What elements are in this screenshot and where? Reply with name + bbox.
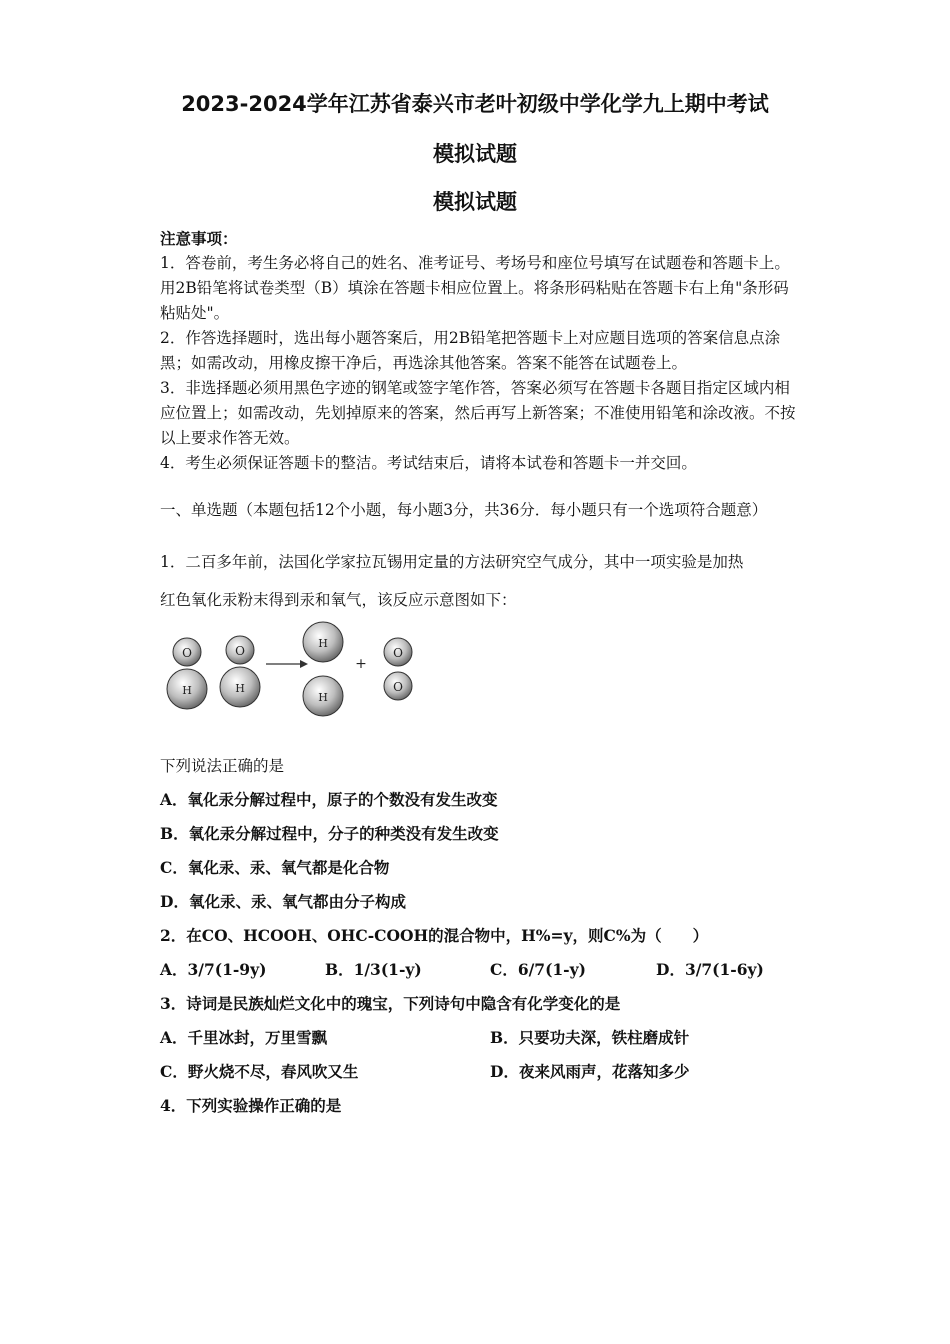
plus-sign: +: [355, 656, 367, 672]
hg-atom-label: H: [235, 682, 245, 695]
q1-stem-line1: 1．二百多年前，法国化学家拉瓦锡用定量的方法研究空气成分，其中一项实验是加热: [160, 553, 744, 571]
o-atom-label: O: [393, 646, 403, 660]
q3-option-a: A．千里冰封，万里雪飘: [160, 1028, 328, 1047]
notice-item-4: 4．考生必须保证答题卡的整洁。考试结束后，请将本试卷和答题卡一并交回。: [160, 454, 697, 472]
notice-block: [160, 226, 796, 476]
exam-title-line2: 模拟试题: [433, 142, 517, 166]
notice-item-2: 2．作答选择题时，选出每小题答案后，用2B铅笔把答题卡上对应题目选项的答案信息点涂黑；如需改动，用橡皮擦干净后，再选涂其他答案。答案不能答在试题卷上。: [160, 329, 781, 372]
q1-option-a: A．氧化汞分解过程中，原子的个数没有发生改变: [160, 790, 498, 809]
o2-molecule: [384, 638, 412, 700]
q1-prompt: 下列说法正确的是: [160, 757, 285, 775]
q3-stem: 3．诗词是民族灿烂文化中的瑰宝，下列诗句中隐含有化学变化的是: [160, 994, 621, 1013]
notice-item-3: 3．非选择题必须用黑色字迹的钢笔或签字笔作答，答案必须写在答题卡各题目指定区域内相应位置上；如需改动，先划掉原来的答案，然后再写上新答案；不准使用铅笔和涂改液。不按以上要求作答无效。: [160, 379, 796, 447]
o-atom-label: O: [182, 646, 192, 660]
q3-option-d: D．夜来风雨声，花落知多少: [490, 1062, 690, 1081]
q2-option-b: B．1/3(1-y): [325, 960, 422, 979]
q3-option-b: B．只要功夫深，铁柱磨成针: [490, 1028, 690, 1047]
o-atom-label: O: [235, 644, 245, 658]
q2-option-c: C．6/7(1-y): [490, 960, 586, 979]
hg-atom-label: H: [182, 684, 192, 697]
q1-option-c: C．氧化汞、汞、氧气都是化合物: [160, 858, 390, 877]
q2-option-a: A．3/7(1-9y): [160, 960, 267, 979]
hg-atom-label: H: [318, 691, 328, 704]
notice-heading: 注意事项：: [160, 229, 238, 248]
reaction-diagram: [160, 620, 420, 720]
q2-stem: 2．在CO、HCOOH、OHC-COOH的混合物中，H%=y，则C%为（ ）: [160, 926, 709, 945]
notice-item-1: 1．答卷前，考生务必将自己的姓名、准考证号、考场号和座位号填写在试题卷和答题卡上。用2B铅笔将试卷类型（B）填涂在答题卡相应位置上。将条形码粘贴在答题卡右上角"条形码粘贴处"。: [160, 254, 790, 322]
hgo-molecule-1: [167, 638, 207, 709]
hg-atoms: [303, 622, 343, 716]
exam-title-line3: 模拟试题: [433, 190, 517, 214]
hg-atom-label: H: [318, 637, 328, 650]
section-heading: 一、单选题（本题包括12个小题，每小题3分，共36分．每小题只有一个选项符合题意）: [160, 501, 768, 519]
exam-title-line1: 2023-2024学年江苏省泰兴市老叶初级中学化学九上期中考试: [181, 92, 769, 116]
q2-option-d: D．3/7(1-6y): [656, 960, 764, 979]
q3-option-c: C．野火烧不尽，春风吹又生: [160, 1062, 359, 1081]
q1-option-b: B．氧化汞分解过程中，分子的种类没有发生改变: [160, 824, 499, 843]
q1-stem-line2: 红色氧化汞粉末得到汞和氧气，该反应示意图如下：: [160, 591, 517, 609]
q1-option-d: D．氧化汞、汞、氧气都由分子构成: [160, 892, 406, 911]
reaction-arrow: [266, 660, 308, 668]
hgo-molecule-2: [220, 636, 260, 707]
o-atom-label: O: [393, 680, 403, 694]
q4-stem: 4．下列实验操作正确的是: [160, 1096, 342, 1115]
